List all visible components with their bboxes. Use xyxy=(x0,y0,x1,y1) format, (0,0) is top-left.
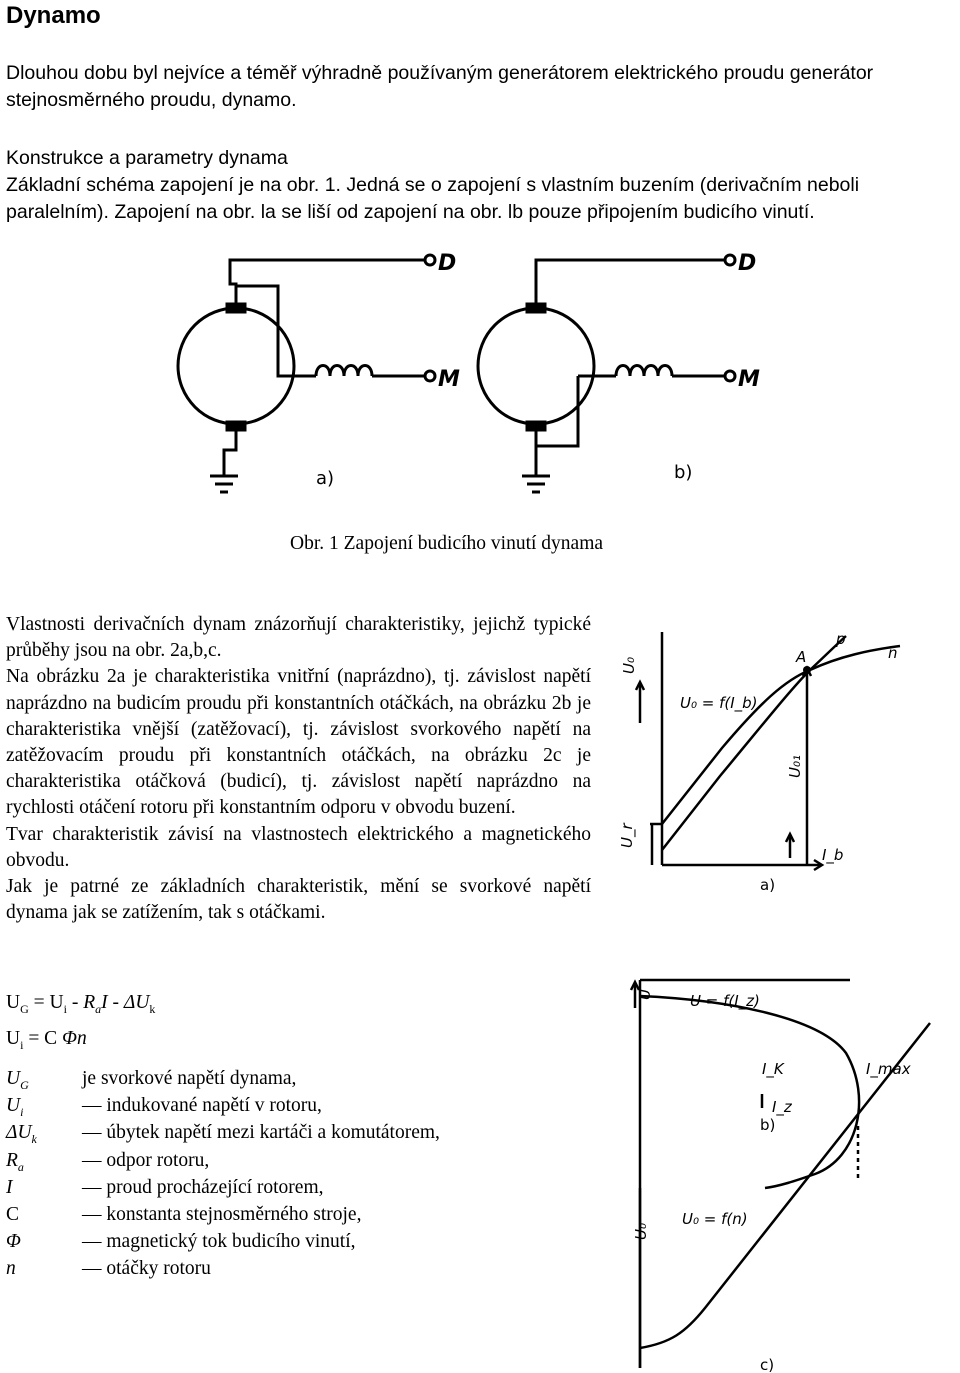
paragraph-1: Vlastnosti derivačních dynam znázorňují charakteristiky, jejichž typické průběhy jsou na obr. 2a,b,c. xyxy=(6,614,591,662)
intro-paragraph: Dlouhou dobu byl nejvíce a téměř výhradně používaným generátorem elektrického proudu generátor stejnosměrného proudu, dynamo. xyxy=(6,62,874,111)
section-line-2: paralelním). Zapojení na obr. la se liší od zapojení na obr. lb pouze připojením budicího vinutí. xyxy=(6,201,815,223)
formula-1-du: ΔU xyxy=(123,992,150,1013)
legend-description: — magnetický tok budicího vinutí, xyxy=(82,1231,356,1253)
legend-symbol: $\Delta U_k$ xyxy=(6,1122,37,1147)
paragraph-4: Jak je patrné ze základních charakteristik, mění se svorkové napětí dynama jak se zatížením, tak s otáčkami. xyxy=(6,876,591,924)
legend-row-phi xyxy=(6,1231,566,1258)
section-heading: Konstrukce a parametry dynama xyxy=(6,147,288,169)
legend-symbol: I xyxy=(6,1176,13,1198)
legend-symbol: $U_G$ xyxy=(6,1068,29,1092)
fig2a-x-axis-label: I_b xyxy=(822,846,844,864)
legend-row-n xyxy=(6,1258,566,1285)
figure-1-caption: Obr. 1 Zapojení budicího vinutí dynama xyxy=(290,533,604,554)
formula-2 xyxy=(6,1024,155,1060)
fig2a-u01-label: U₀₁ xyxy=(786,754,804,778)
fig2b-x-axis-label: I_z xyxy=(772,1098,792,1116)
legend-description: — odpor rotoru, xyxy=(82,1149,210,1171)
fig2b-ik-label: I_K xyxy=(762,1060,784,1078)
formula-1-ug: U xyxy=(6,992,21,1013)
paragraph-3: Tvar charakteristik závisí na vlastnostech elektrického a magnetického obvodu. xyxy=(6,823,591,871)
fig2c-y-axis-label: U₀ xyxy=(632,1223,650,1240)
fig2a-ur-label: U_r xyxy=(618,823,636,848)
fig1a-terminal-m: M xyxy=(438,367,460,392)
fig1b-terminal-m: M xyxy=(738,367,760,392)
page-title: Dynamo xyxy=(6,2,101,29)
legend-row-c xyxy=(6,1204,566,1231)
fig1-label-b: b) xyxy=(674,462,693,483)
fig2a-formula: U₀ = f(I_b) xyxy=(680,694,758,712)
formula-1-r: R xyxy=(83,992,96,1013)
fig2b-formula: U = f(I_z) xyxy=(690,992,760,1010)
legend-row-duk xyxy=(6,1122,566,1149)
formula-2-ui: U xyxy=(6,1027,21,1049)
fig2b-imax-label: I_max xyxy=(866,1060,911,1078)
formula-1-i: I xyxy=(101,992,108,1013)
legend-description: — konstanta stejnosměrného stroje, xyxy=(82,1203,362,1225)
fig1a-terminal-d: D xyxy=(438,251,457,276)
formulas xyxy=(6,988,155,1060)
formula-2-phi: Φ xyxy=(62,1027,77,1049)
figure-2-characteristics xyxy=(610,628,960,1373)
fig1b-terminal-d: D xyxy=(738,251,757,276)
legend-symbol: n xyxy=(6,1258,16,1280)
formula-2-ui-sub: i xyxy=(20,1037,24,1052)
legend-description: je svorkové napětí dynama, xyxy=(82,1068,297,1089)
fig2a-label-p: p xyxy=(836,630,846,648)
formula-1-r-sub: a xyxy=(95,1001,102,1016)
fig2a-label-a: A xyxy=(796,648,807,666)
legend-row-ug xyxy=(6,1068,566,1095)
formula-2-n: n xyxy=(76,1027,87,1049)
section-line-1: Základní schéma zapojení je na obr. 1. Jedná se o zapojení s vlastním buzením (derivačním neboli xyxy=(6,174,860,196)
fig2c-formula: U₀ = f(n) xyxy=(682,1210,748,1228)
legend-description: — proud procházející rotorem, xyxy=(82,1176,324,1198)
figure-1-schematic xyxy=(166,248,798,530)
legend-row-ra xyxy=(6,1150,566,1177)
formula-1-minus-2: - xyxy=(107,992,124,1013)
legend-description: — otáčky rotoru xyxy=(82,1258,211,1280)
formula-1-ui: U xyxy=(49,992,64,1013)
legend-symbol: $U_i$ xyxy=(6,1095,24,1120)
fig2a-panel-label: a) xyxy=(760,876,776,894)
formula-1-ug-sub: G xyxy=(20,1001,29,1016)
legend-symbol: Φ xyxy=(6,1231,21,1253)
fig2b-panel-label: b) xyxy=(760,1116,776,1134)
fig2a-y-axis-label: U₀ xyxy=(620,657,638,674)
legend-row-i xyxy=(6,1177,566,1204)
symbol-legend xyxy=(6,1068,566,1286)
formula-1-eq: = xyxy=(28,992,50,1013)
legend-row-ui xyxy=(6,1095,566,1122)
fig1-label-a: a) xyxy=(316,468,335,489)
legend-description: — indukované napětí v rotoru, xyxy=(82,1095,322,1117)
fig2a-label-n: n xyxy=(888,644,898,662)
legend-symbol: $R_a$ xyxy=(6,1149,24,1174)
legend-description: — úbytek napětí mezi kartáči a komutátorem, xyxy=(82,1122,440,1144)
fig2c-panel-label: c) xyxy=(760,1356,775,1373)
fig2b-y-axis-label: U xyxy=(636,989,654,1000)
formula-2-eq: = C xyxy=(23,1027,63,1049)
formula-1 xyxy=(6,988,155,1024)
formula-1-du-sub: k xyxy=(149,1001,156,1016)
paragraph-2: Na obrázku 2a je charakteristika vnitřní (naprázdno), tj. závislost napětí naprázdno na budicím proudu při konstantních otáčkách, na obrázku 2b je charakteristika vnější (zatěžovací), tj. závislost svorkového napětí na zatěžovacím proudu při konstantních otáčkách, na obrázku 2c je charakteristika otáčková (budicí), tj. závislost napětí naprázdno na rychlosti otáčení rotoru při konstantním odporu v obvodu buzení. xyxy=(6,666,591,819)
body-text xyxy=(6,612,591,926)
legend-symbol: C xyxy=(6,1203,20,1225)
formula-1-ui-sub: i xyxy=(63,1001,67,1016)
formula-1-minus: - xyxy=(66,992,84,1013)
